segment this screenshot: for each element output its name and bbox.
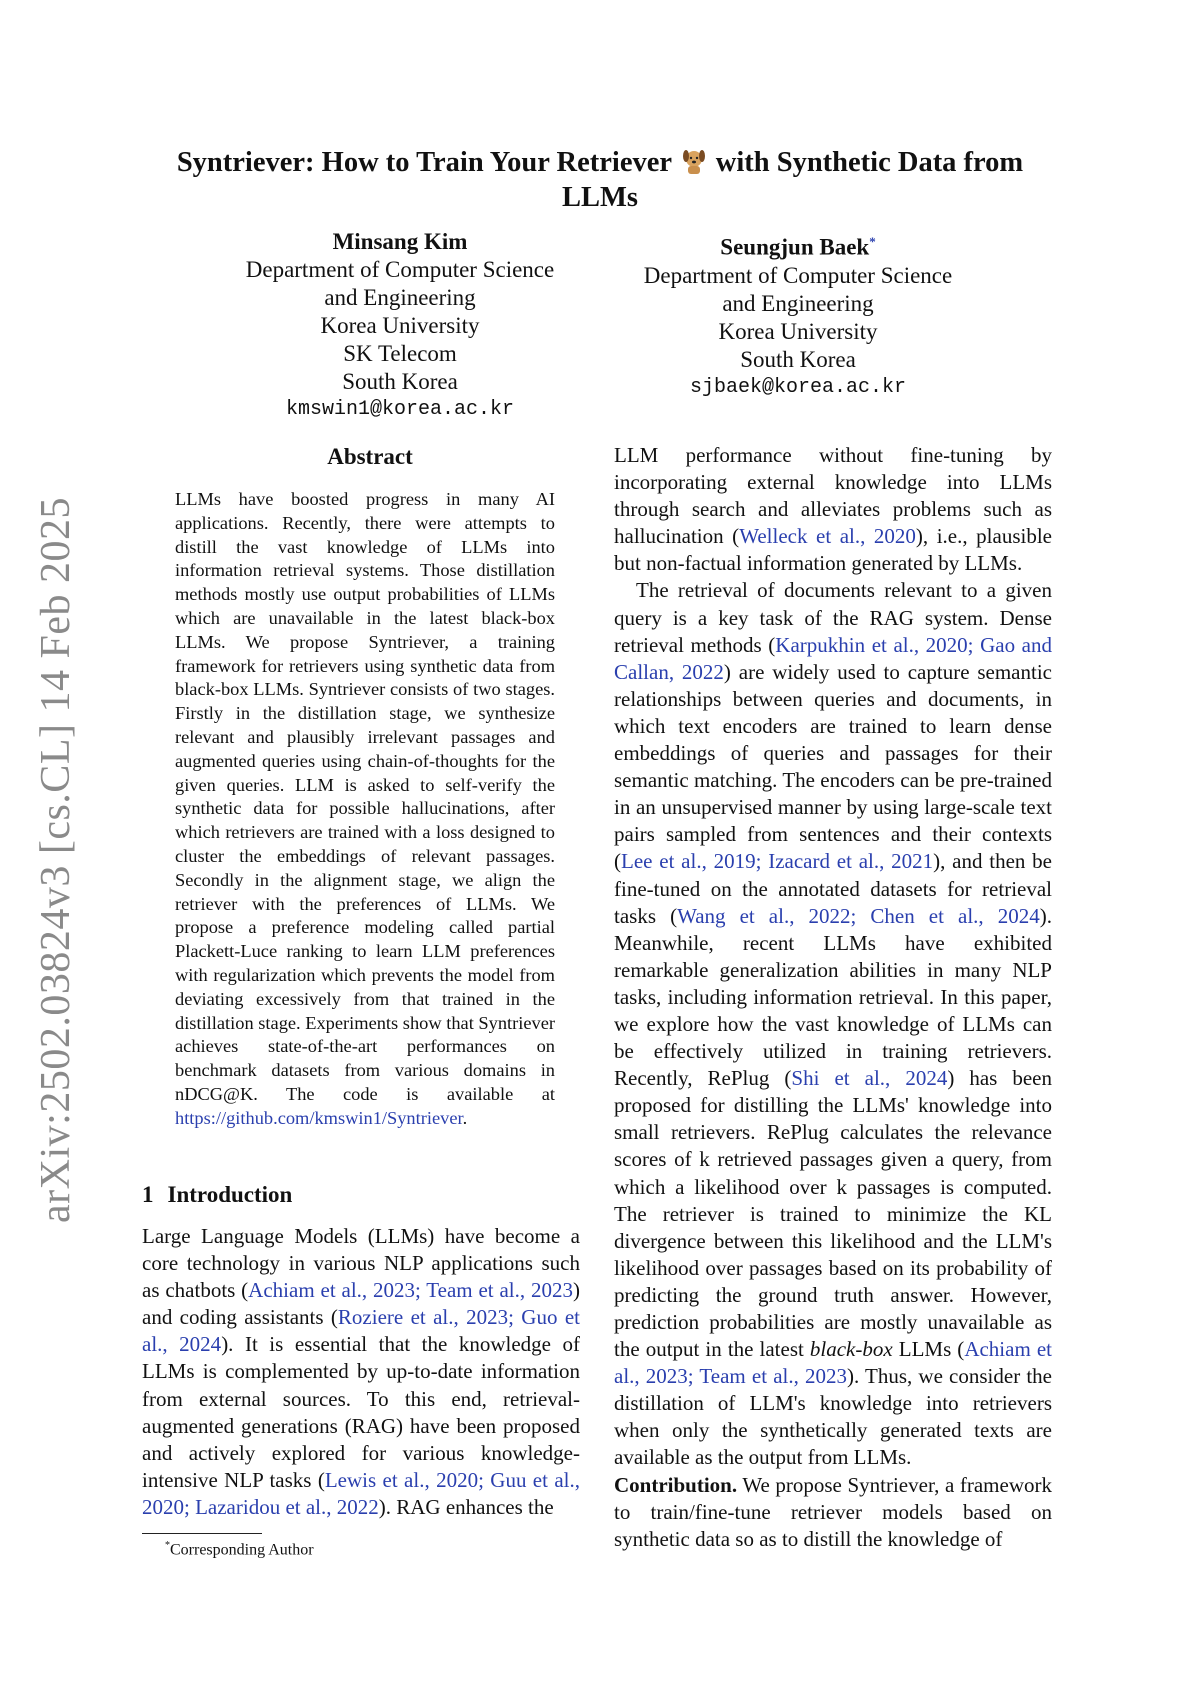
affiliation-line: Korea University bbox=[320, 313, 480, 338]
section-number: 1 bbox=[142, 1182, 154, 1207]
citation-link[interactable]: Roziere et al., 2023; Guo et al., 2024 bbox=[142, 1305, 580, 1357]
author-email: sjbaek@korea.ac.kr bbox=[689, 375, 907, 399]
author-email: kmswin1@korea.ac.kr bbox=[285, 398, 515, 421]
left-column-text bbox=[142, 1223, 580, 1521]
paper-title bbox=[140, 145, 1060, 215]
body-text: ), and then be fine-tuned on the annotated datasets for retrieval tasks ( bbox=[614, 849, 1052, 928]
footnote-rule bbox=[142, 1533, 262, 1534]
citation-link[interactable]: Achiam et al., 2023; Team et al., 2023 bbox=[248, 1278, 573, 1303]
body-text: black-box bbox=[809, 1337, 893, 1362]
citation-link[interactable]: Achiam et al., 2023; Team et al., 2023 bbox=[614, 1337, 1052, 1389]
affiliation-line: Department of Computer Science bbox=[245, 257, 555, 282]
contribution-label: Contribution. bbox=[614, 1472, 738, 1497]
title-part-2: with Synthetic Data from LLMs bbox=[561, 147, 1024, 213]
author-name: Seungjun Baek* bbox=[720, 234, 876, 260]
affiliation-line: and Engineering bbox=[324, 285, 476, 310]
citation-link[interactable]: Lewis et al., 2020; Guu et al., 2020; Lazaridou et al., 2022 bbox=[142, 1467, 580, 1519]
body-text: ). Thus, we consider the distillation of LLM's knowledge into retrievers when only the synthetically generated texts are available as the output from LLMs. bbox=[614, 1364, 1052, 1470]
footnote-mark: * bbox=[165, 1540, 170, 1551]
body-text: ). RAG enhances the bbox=[378, 1494, 554, 1519]
affiliation-line: South Korea bbox=[740, 346, 856, 372]
code-link[interactable]: https://github.com/kmswin1/Syntriever bbox=[175, 1107, 463, 1128]
body-text: ). Meanwhile, recent LLMs have exhibited remarkable generalization abilities in many NLP tasks, including information retrieval. In this paper, we explore how the vast knowledge of LLMs can be effectively utilized in training retrievers. Recently, RePlug ( bbox=[614, 903, 1052, 1091]
body-text: LLMs ( bbox=[892, 1337, 965, 1362]
abstract-heading: Abstract bbox=[327, 444, 413, 469]
dog-emoji-icon bbox=[681, 147, 707, 175]
affiliation-line: and Engineering bbox=[722, 290, 874, 316]
arxiv-identifier: arXiv:2502.03824v3 [cs.CL] 14 Feb 2025 bbox=[33, 497, 79, 1223]
citation-link[interactable]: Karpukhin et al., 2020; Gao and Callan, 2022 bbox=[614, 632, 1052, 684]
intro-paragraph-cont bbox=[614, 442, 1052, 577]
body-text: ) are widely used to capture semantic relationships between queries and documents, in which text encoders are trained to learn dense embeddings of queries and passages for their semantic matching. The encoders can be pre-trained in an unsupervised manner by using large-scale text pairs sampled from sentences and their contexts ( bbox=[614, 659, 1052, 874]
affiliation-line: SK Telecom bbox=[343, 341, 457, 366]
body-text: ). It is essential that the knowledge of LLMs is complemented by up-to-date information from external sources. To this end, retrieval-augmented generations (RAG) have been proposed and actively explored for various knowledge-intensive NLP tasks ( bbox=[142, 1332, 581, 1492]
footnote-text: Corresponding Author bbox=[170, 1541, 314, 1559]
corresponding-mark: * bbox=[869, 234, 876, 249]
author-block-2 bbox=[588, 228, 1008, 402]
body-text: ) has been proposed for distilling the LLMs' knowledge into small retrievers. RePlug calculates the relevance scores of k retrieved passages given a query, from which a likelihood over k passages is computed. The retriever is trained to minimize the KL divergence between this likelihood and the LLM's likelihood over passages based on its probability of predicting the ground truth answer. However, prediction probabilities are mostly unavailable as the output in the latest bbox=[614, 1066, 1053, 1362]
section-title: Introduction bbox=[167, 1182, 293, 1207]
author-name: Minsang Kim bbox=[332, 229, 468, 254]
contribution-paragraph: Contribution. We propose Syntriever, a framework to train/fine-tune retriever models based on synthetic data so as to distill the knowledge of bbox=[614, 1472, 1052, 1551]
abstract-text: LLMs have boosted progress in many AI applications. Recently, there were attempts to distill the vast knowledge of LLMs into information retrieval systems. Those distillation methods mostly use output probabilities of LLMs which are unavailable in the latest black-box LLMs. We propose Syntriever, a training framework for retrievers using synthetic data from black-box LLMs. Syntriever consists of two stages. Firstly in the distillation stage, we synthesize relevant and plausibly irrelevant passages and augmented queries using chain-of-thoughts for the given queries. LLM is asked to self-verify the synthetic data for possible hallucinations, after which retrievers are trained with a loss designed to cluster the embeddings of relevant passages. Secondly in the alignment stage, we align the retriever with the preferences of LLMs. We propose a preference modeling called partial Plackett-Luce ranking to learn LLM preferences with regularization which prevents the model from deviating excessively from that trained in the distillation stage. Experiments show that Syntriever achieves state-of-the-art performances on benchmark datasets from various domains in nDCG@K. The code is available at bbox=[175, 489, 556, 1104]
citation-link[interactable]: Wang et al., 2022; Chen et al., 2024 bbox=[677, 903, 1040, 928]
right-column-text bbox=[614, 442, 1052, 1553]
intro-paragraph-2 bbox=[614, 577, 1052, 1471]
section-heading bbox=[142, 1182, 292, 1208]
footnote bbox=[165, 1540, 314, 1559]
affiliation-line: South Korea bbox=[342, 369, 458, 394]
affiliation-line: Department of Computer Science bbox=[643, 262, 953, 288]
body-text: LLM performance without fine-tuning by incorporating external knowledge into LLMs through search and alleviates problems such as hallucination ( bbox=[614, 443, 1052, 549]
citation-link[interactable]: Lee et al., 2019; Izacard et al., 2021 bbox=[621, 849, 934, 874]
body-text: ) and coding assistants ( bbox=[142, 1278, 580, 1330]
body-text: Large Language Models (LLMs) have become a core technology in various NLP applications such as chatbots ( bbox=[142, 1224, 580, 1303]
citation-link[interactable]: Shi et al., 2024 bbox=[791, 1066, 948, 1091]
body-text: The retrieval of documents relevant to a given query is a key task of the RAG system. Dense retrieval methods ( bbox=[614, 578, 1052, 657]
citation-link[interactable]: Welleck et al., 2020 bbox=[739, 524, 916, 549]
abstract-body: LLMs have boosted progress in many AI applications. Recently, there were attempts to distill the vast knowledge of LLMs into information retrieval systems. Those distillation methods mostly use output probabilities of LLMs which are unavailable in the latest black-box LLMs. We propose Syntriever, a training framework for retrievers using synthetic data from black-box LLMs. Syntriever consists of two stages. Firstly in the distillation stage, we synthesize relevant and plausibly irrelevant passages and augmented queries using chain-of-thoughts for the given queries. LLM is asked to self-verify the synthetic data for possible hallucinations, after which retrievers are trained with a loss designed to cluster the embeddings of relevant passages. Secondly in the alignment stage, we align the retriever with the preferences of LLMs. We propose a preference modeling called partial Plackett-Luce ranking to learn LLM preferences with regularization which prevents the model from deviating excessively from that trained in the distillation stage. Experiments show that Syntriever achieves state-of-the-art performances on benchmark datasets from various domains in nDCG@K. The code is available at https://github.com/kmswin1/Syntriever. bbox=[175, 489, 556, 1128]
arxiv-identifier-sidebar bbox=[6, 480, 106, 1240]
author-block-1 bbox=[190, 228, 610, 424]
body-text: ), i.e., plausible but non-factual information generated by LLMs. bbox=[614, 524, 1052, 576]
affiliation-line: Korea University bbox=[718, 318, 878, 344]
title-part-1: Syntriever: How to Train Your Retriever bbox=[176, 147, 672, 178]
intro-paragraph-1 bbox=[142, 1223, 580, 1521]
